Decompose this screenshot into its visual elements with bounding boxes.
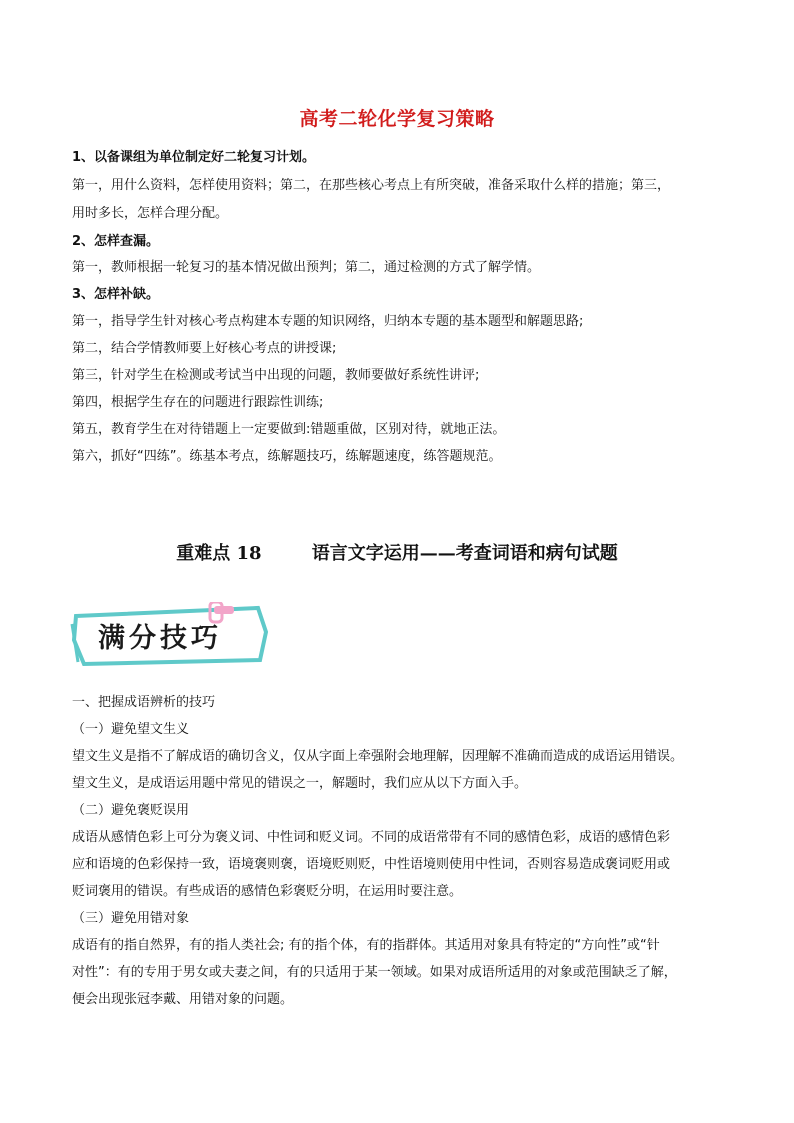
content-line-11: 对性”：有的专用于男女或夫妻之间，有的只适用于某一领域。如果对成语所适用的对象或范围缺乏了解， [72,965,677,980]
full-score-badge [70,602,270,670]
content-line-12: 便会出现张冠李戴、用错对象的问题。 [72,992,294,1007]
plan-heading-2: 2、怎样查漏。 [72,234,160,249]
plan-step-6: 第六，抓好“四练”。练基本考点，练解题技巧，练解题速度，练答题规范。 [72,449,502,464]
content-line-10: 成语有的指自然界，有的指人类社会; 有的指个体，有的指群体。其适用对象具有特定的“方向性”或“针 [72,938,660,953]
plan-step-1: 第一，指导学生针对核心考点构建本专题的知识网络，归纳本专题的基本题型和解题思路; [72,314,584,329]
content-line-4: 望文生义，是成语运用题中常见的错误之一，解题时，我们应从以下方面入手。 [72,776,528,791]
plan-step-5: 第五，教育学生在对待错题上一定要做到:错题重做，区别对待，就地正法。 [72,422,506,437]
plan-step-2: 第二，结合学情教师要上好核心考点的讲授课; [72,341,337,356]
section-title: 重难点 18 语言文字运用——考查词语和病句试题 [176,543,618,564]
badge-label: 满分技巧 [98,623,222,654]
plan-step-3: 第三，针对学生在检测或考试当中出现的问题，教师要做好系统性讲评; [72,368,480,383]
content-subheading-1: （一）避免望文生义 [72,722,190,737]
content-line-3: 望文生义是指不了解成语的确切含义，仅从字面上牵强附会地理解，因理解不准确而造成的成语运用错误。 [72,749,684,764]
content-line-7: 应和语境的色彩保持一致，语境褒则褒，语境贬则贬，中性语境则使用中性词，否则容易造成褒词贬用或 [72,857,671,872]
plan-paragraph-1b: 用时多长，怎样合理分配。 [72,206,229,221]
content-subheading-3: （三）避免用错对象 [72,911,190,926]
plan-heading-3: 3、怎样补缺。 [72,287,160,302]
content-line-6: 成语从感情色彩上可分为褒义词、中性词和贬义词。不同的成语常带有不同的感情色彩，成语的感情色彩 [72,830,671,845]
plan-step-4: 第四，根据学生存在的问题进行跟踪性训练; [72,395,324,410]
plan-heading-1: 1、以备课组为单位制定好二轮复习计划。 [72,150,316,165]
plan-paragraph-1a: 第一，用什么资料，怎样使用资料；第二，在那些核心考点上有所突破，准备采取什么样的措施；第三， [72,178,671,193]
content-heading: 一、把握成语辨析的技巧 [72,695,216,710]
page-title: 高考二轮化学复习策略 [299,108,495,130]
plan-paragraph-2: 第一，教师根据一轮复习的基本情况做出预判；第二，通过检测的方式了解学情。 [72,260,541,275]
content-line-8: 贬词褒用的错误。有些成语的感情色彩褒贬分明，在运用时要注意。 [72,884,463,899]
content-subheading-2: （二）避免褒贬误用 [72,803,190,818]
